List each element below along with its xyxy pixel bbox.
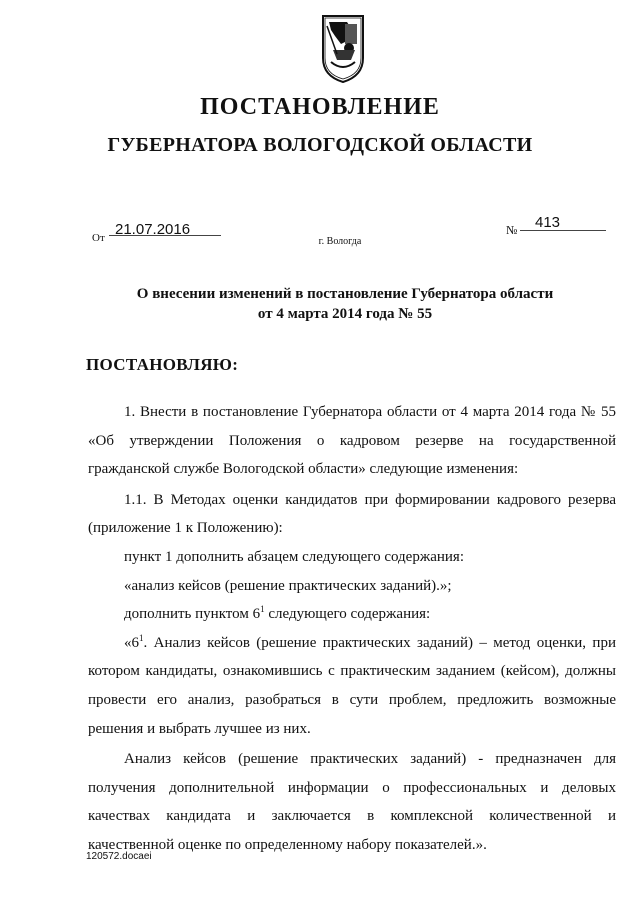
- paragraph-6-sup: 1: [139, 632, 144, 643]
- paragraph-6: [88, 629, 616, 743]
- subject-line-1: О внесении изменений в постановление Губернатора области: [136, 286, 554, 302]
- paragraph-1: 1. Внести в постановление Губернатора области от 4 марта 2014 года № 55 «Об утверждении Положения о кадровом резерве на государственной гражданской службе Вологодской области» следующие изменения:: [88, 404, 616, 478]
- number-underline: [520, 230, 606, 231]
- document-number: 413: [535, 214, 561, 231]
- city: г. Вологда: [318, 236, 362, 247]
- paragraph-5-b: следующего содержания:: [264, 606, 431, 623]
- paragraph-5: [88, 600, 616, 629]
- paragraph-2: 1.1. В Методах оценки кандидатов при формировании кадрового резерва (приложение 1 к Положению):: [88, 491, 616, 537]
- document-type-title: ПОСТАНОВЛЕНИЕ: [200, 94, 440, 120]
- paragraph-7: Анализ кейсов (решение практических заданий) - предназначен для получения дополнительной информации о профессиональных и деловых качествах кандидата и заключается в комплексной количественной и качественной оценке по определенному набору показателей.».: [88, 751, 616, 853]
- date-prefix: От: [92, 232, 105, 244]
- paragraph-6-b: . Анализ кейсов (решение практических заданий) – метод оценки, при котором кандидаты, ознакомившись с практическим заданием (кейсом), должны провести его анализ, разобраться в сути проблем, предложить возможные решения и выбрать лучшее из них.: [88, 634, 616, 737]
- paragraph-4: «анализ кейсов (решение практических заданий).»;: [124, 577, 452, 594]
- decree-word: ПОСТАНОВЛЯЮ:: [86, 355, 239, 374]
- document-date: 21.07.2016: [115, 221, 191, 238]
- paragraph-5-a: дополнить пунктом 6: [124, 606, 261, 623]
- subject-line-2: от 4 марта 2014 года № 55: [257, 306, 433, 322]
- coat-of-arms-icon: [321, 14, 365, 84]
- file-reference: 120572.docaei: [86, 851, 152, 862]
- paragraph-6-a: «6: [124, 634, 139, 651]
- issuer-title: ГУБЕРНАТОРА ВОЛОГОДСКОЙ ОБЛАСТИ: [107, 134, 533, 156]
- document-subject: [90, 284, 600, 324]
- paragraph-5-sup: 1: [260, 604, 265, 615]
- paragraph-3: пункт 1 дополнить абзацем следующего содержания:: [124, 548, 464, 565]
- number-prefix: №: [506, 223, 518, 237]
- document-body: [88, 398, 616, 860]
